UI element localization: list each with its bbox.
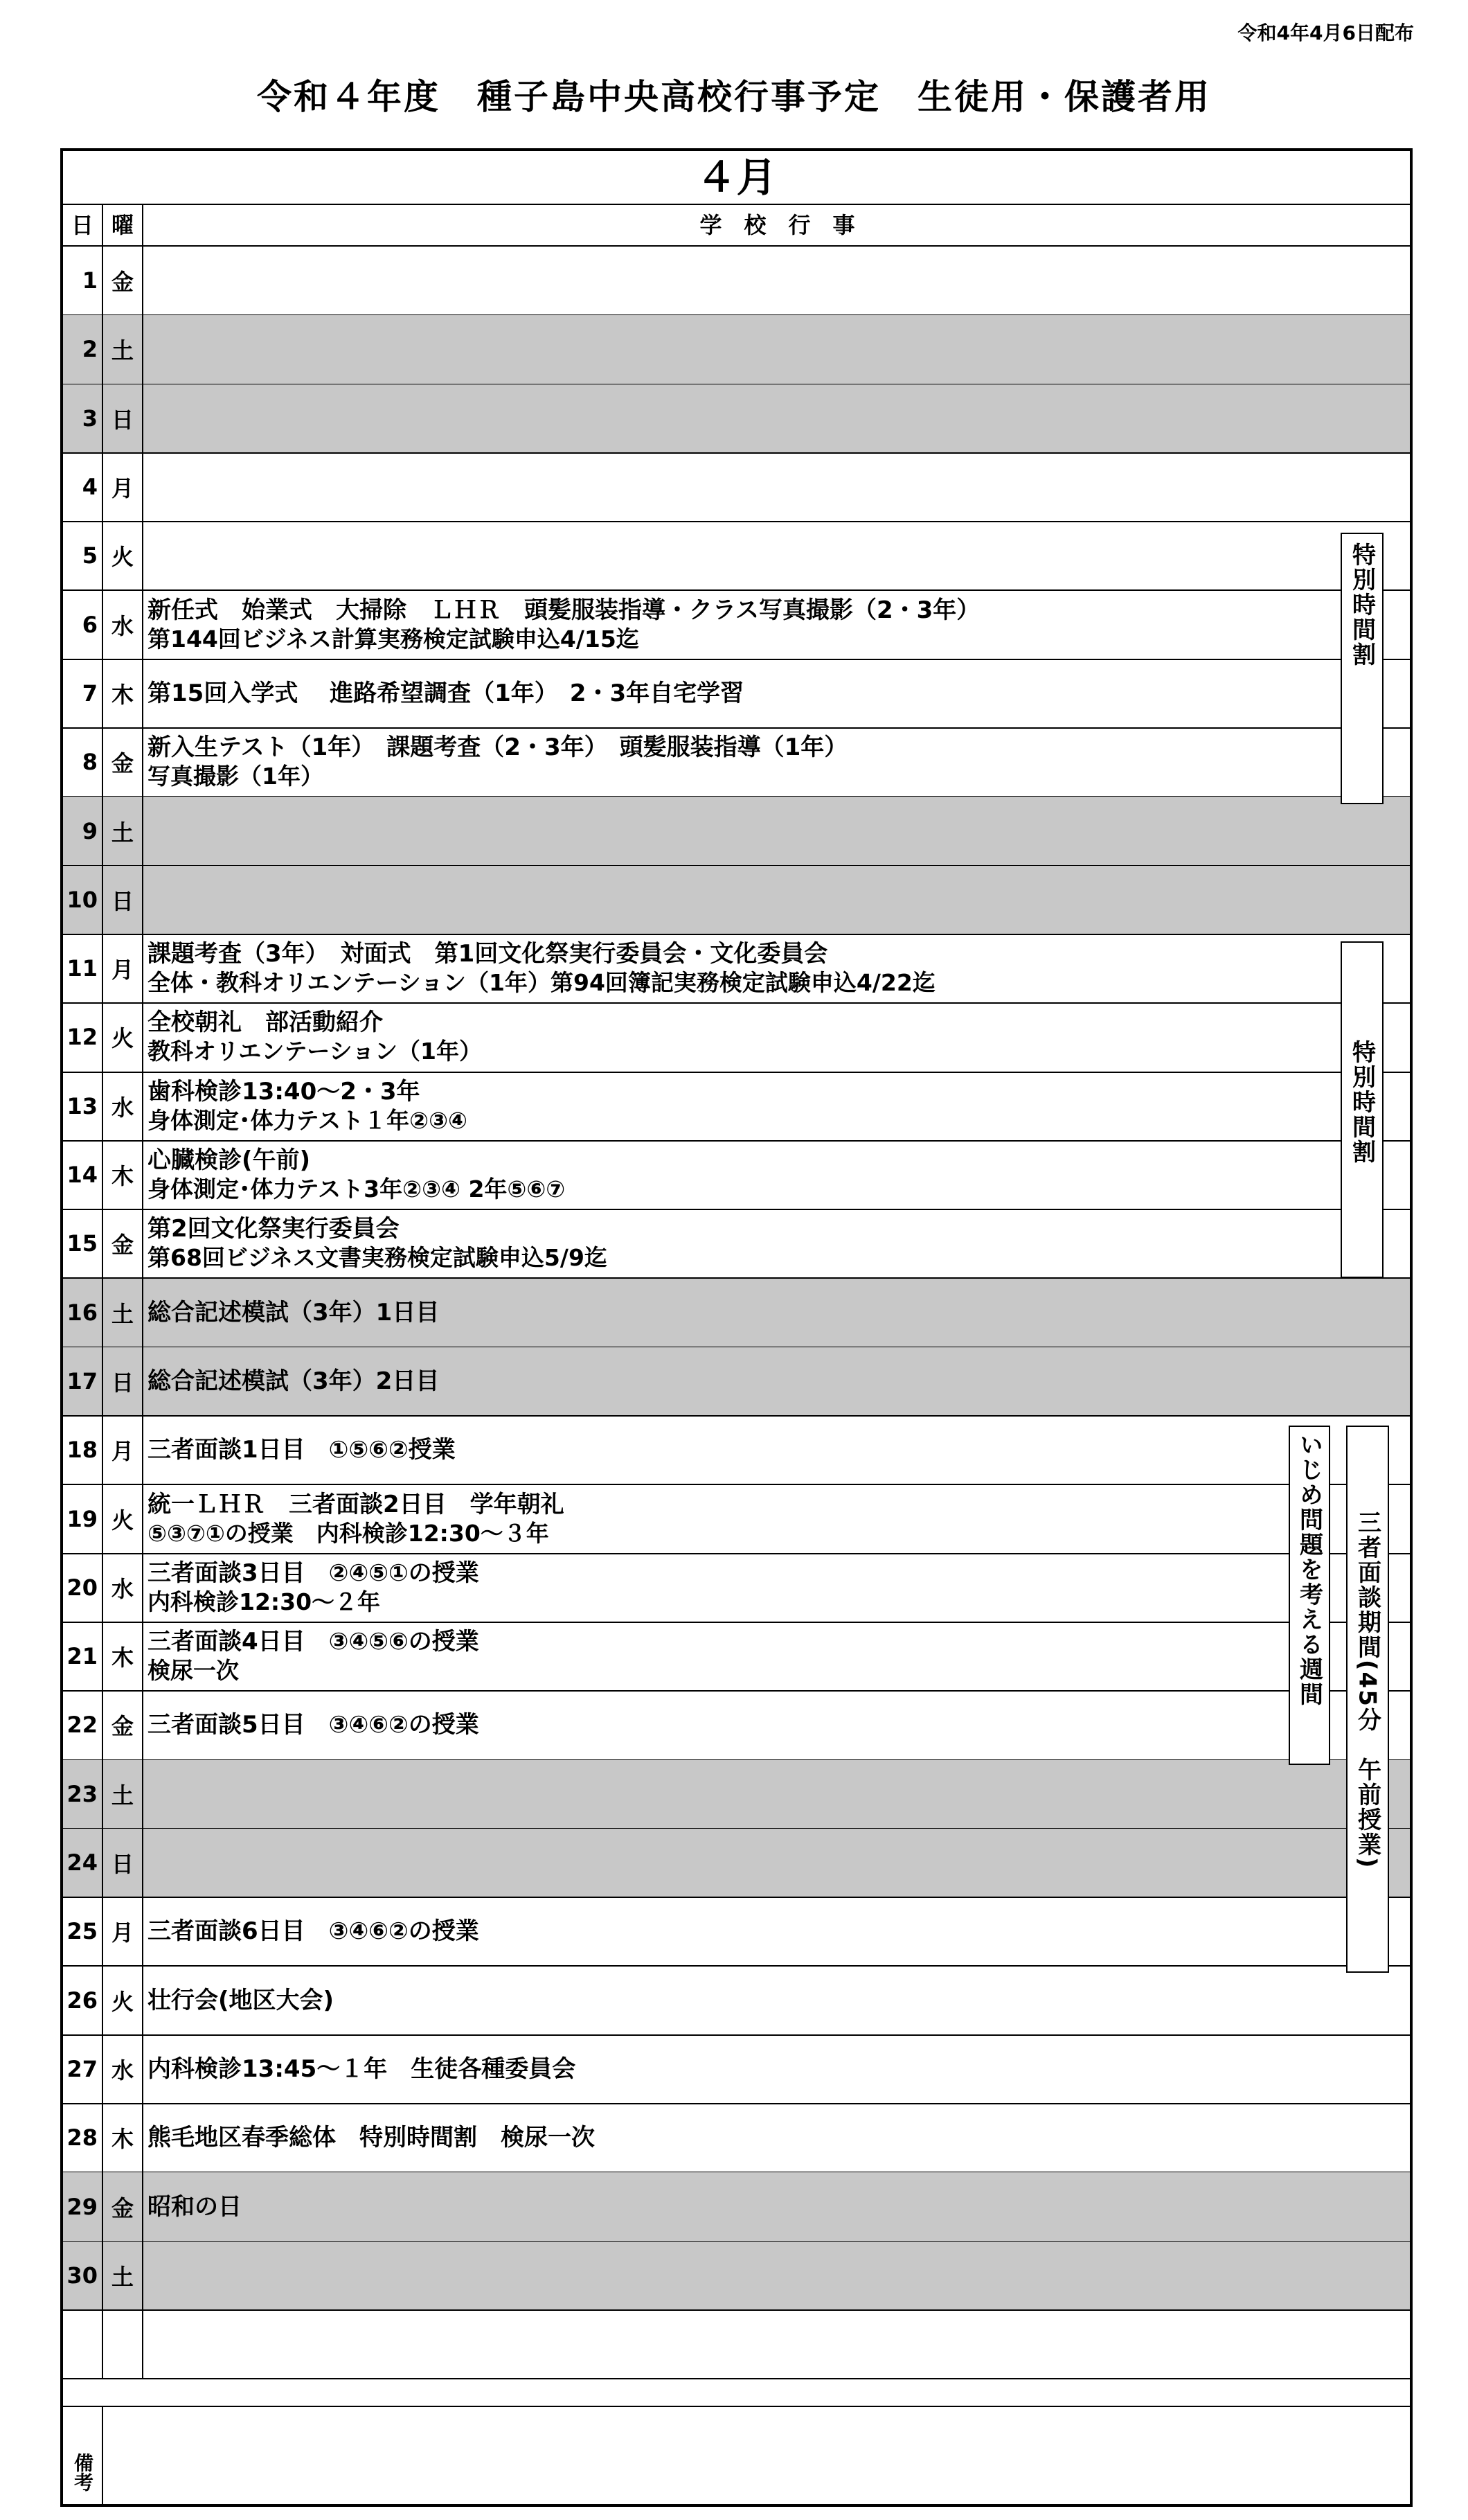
event-cell (147, 659, 744, 727)
notes-row (63, 2406, 1410, 2507)
anti-bullying-week-label: いじめ問題を考える週間 (1295, 1432, 1323, 1707)
event-cell (147, 1209, 607, 1277)
notes-label-cell (63, 2407, 103, 2507)
event-cell (147, 2035, 575, 2103)
day-row (63, 1897, 1410, 1967)
event-line-1: 三者面談5日目 ③④⑥②の授業 (147, 1711, 479, 1739)
event-line-1: 心臓検診(午前) (147, 1146, 311, 1175)
weekday: 火 (103, 1003, 143, 1071)
event-line-1: 内科検診13:45～１年 生徒各種委員会 (147, 2055, 576, 2083)
weekday: 土 (103, 315, 143, 383)
day-number: 8 (63, 728, 103, 796)
day-number: 6 (63, 591, 103, 659)
day-number: 9 (63, 797, 103, 864)
schedule-table (60, 148, 1413, 2507)
day-row (63, 1416, 1410, 1485)
event-line-1: 三者面談6日目 ③④⑥②の授業 (147, 1917, 479, 1946)
event-line-1: 歯科検診13:40～2・3年 (147, 1077, 420, 1106)
event-cell (147, 1279, 439, 1347)
day-number: 16 (63, 1279, 103, 1347)
day-row (63, 1554, 1410, 1623)
month-heading: ４月 (63, 151, 1410, 205)
day-number: 7 (63, 659, 103, 727)
event-line-1: 総合記述模試（3年）2日目 (147, 1367, 440, 1395)
event-cell (147, 1622, 479, 1690)
weekday: 日 (103, 866, 143, 934)
event-line-2: 内科検診12:30～２年 (147, 1588, 381, 1615)
day-row (63, 453, 1410, 522)
event-cell (147, 2172, 242, 2240)
special-schedule-bracket-1 (1341, 533, 1384, 804)
weekday: 日 (103, 1347, 143, 1415)
weekday: 月 (103, 1416, 143, 1484)
weekday: 土 (103, 797, 143, 864)
weekday: 月 (103, 934, 143, 1002)
day-row (63, 384, 1410, 454)
notes-label: 備考 (71, 2453, 94, 2492)
weekday: 日 (103, 1829, 143, 1897)
event-cell (147, 1003, 482, 1071)
weekday: 木 (103, 659, 143, 727)
day-row (63, 1691, 1410, 1760)
day-number: 4 (63, 453, 103, 521)
day-number (63, 2310, 103, 2378)
event-cell (147, 1967, 334, 2034)
day-number: 20 (63, 1554, 103, 1622)
weekday: 火 (103, 1967, 143, 2034)
weekday (103, 2310, 143, 2378)
event-line-1: 三者面談3日目 ②④⑤①の授業 (147, 1559, 479, 1587)
day-number: 21 (63, 1622, 103, 1690)
day-row (63, 1967, 1410, 2036)
event-line-1: 昭和の日 (147, 2192, 242, 2221)
weekday: 金 (103, 2172, 143, 2240)
day-row (63, 1760, 1410, 1829)
event-line-1: 課題考査（3年） 対面式 第1回文化祭実行委員会・文化委員会 (147, 940, 828, 968)
event-cell (147, 1691, 479, 1759)
day-row (63, 315, 1410, 384)
event-line-1: 三者面談4日目 ③④⑤⑥の授業 (147, 1628, 479, 1656)
event-line-2: 検尿一次 (147, 1657, 239, 1685)
day-row (63, 1829, 1410, 1898)
day-row (63, 247, 1410, 316)
weekday: 木 (103, 1622, 143, 1690)
weekday: 水 (103, 1072, 143, 1140)
event-cell (147, 591, 980, 659)
header-events: 学 校 行 事 (699, 212, 855, 238)
day-row (63, 934, 1410, 1004)
event-line-2: 第144回ビジネス計算実務検定試験申込4/15迄 (147, 625, 639, 653)
day-number: 2 (63, 315, 103, 383)
event-cell (147, 2104, 595, 2172)
event-line-2: 第68回ビジネス文書実務検定試験申込5/9迄 (147, 1244, 607, 1272)
weekday: 火 (103, 522, 143, 589)
event-line-2: ⑤③⑦①の授業 内科検診12:30～３年 (147, 1519, 549, 1547)
special-schedule-label-1: 特別時間割 (1348, 542, 1376, 667)
weekday: 水 (103, 2035, 143, 2103)
day-row (63, 797, 1410, 866)
weekday: 土 (103, 2242, 143, 2309)
day-row (63, 1484, 1410, 1554)
event-cell (147, 1554, 479, 1622)
event-line-1: 全校朝礼 部活動紹介 (147, 1009, 383, 1037)
day-number: 28 (63, 2104, 103, 2172)
weekday: 日 (103, 384, 143, 452)
event-line-2: 全体・教科オリエンテーション（1年）第94回簿記実務検定試験申込4/22迄 (147, 969, 936, 997)
day-row (63, 1141, 1410, 1210)
event-line-1: 新入生テスト（1年） 課題考査（2・3年） 頭髪服装指導（1年） (147, 734, 848, 762)
weekday: 木 (103, 1141, 143, 1209)
event-line-2: 教科オリエンテーション（1年） (147, 1038, 482, 1065)
weekday: 火 (103, 1484, 143, 1552)
special-schedule-bracket-2 (1341, 941, 1384, 1278)
event-line-2: 身体測定･体力テスト１年②③④ (147, 1106, 468, 1134)
day-row (63, 2035, 1410, 2104)
event-cell (147, 1072, 467, 1140)
day-row (63, 1209, 1410, 1279)
day-number: 15 (63, 1209, 103, 1277)
weekday: 金 (103, 247, 143, 314)
event-line-1: 新任式 始業式 大掃除 ＬＨＲ 頭髪服装指導・クラス写真撮影（2・3年） (147, 596, 981, 624)
issue-date: 令和4年4月6日配布 (1237, 21, 1414, 44)
day-row (63, 728, 1410, 797)
event-cell (147, 728, 848, 796)
day-row (63, 2172, 1410, 2242)
day-row (63, 866, 1410, 935)
day-number: 18 (63, 1416, 103, 1484)
day-row (63, 659, 1410, 729)
day-number: 30 (63, 2242, 103, 2309)
parent-meeting-period-label: 三者面談期間(45分 午前授業) (1353, 1510, 1381, 1870)
event-line-1: 壮行会(地区大会) (147, 1986, 334, 2014)
event-cell (147, 1897, 479, 1965)
event-line-1: 総合記述模試（3年）1日目 (147, 1298, 440, 1326)
event-line-1: 第2回文化祭実行委員会 (147, 1215, 400, 1243)
day-row (63, 1072, 1410, 1142)
day-row (63, 1279, 1410, 1348)
weekday: 木 (103, 2104, 143, 2172)
day-row (63, 2104, 1410, 2173)
day-row (63, 2310, 1410, 2379)
day-number: 29 (63, 2172, 103, 2240)
day-number: 14 (63, 1141, 103, 1209)
weekday: 金 (103, 1209, 143, 1277)
day-row (63, 522, 1410, 591)
event-cell (147, 1141, 565, 1209)
day-number: 10 (63, 866, 103, 934)
weekday: 土 (103, 1279, 143, 1347)
page-title: 令和４年度 種子島中央高校行事予定 生徒用・保護者用 (257, 77, 1211, 117)
day-number: 26 (63, 1967, 103, 2034)
weekday: 月 (103, 1897, 143, 1965)
day-number: 1 (63, 247, 103, 314)
event-line-1: 統一ＬＨＲ 三者面談2日目 学年朝礼 (147, 1490, 564, 1518)
day-number: 22 (63, 1691, 103, 1759)
header-day: 日 (63, 205, 103, 245)
day-number: 3 (63, 384, 103, 452)
day-row (63, 1003, 1410, 1072)
event-line-1: 第15回入学式 進路希望調査（1年） 2・3年自宅学習 (147, 679, 744, 707)
day-row (63, 1622, 1410, 1692)
day-number: 25 (63, 1897, 103, 1965)
day-number: 19 (63, 1484, 103, 1552)
weekday: 金 (103, 728, 143, 796)
day-number: 11 (63, 934, 103, 1002)
day-number: 5 (63, 522, 103, 589)
event-line-2: 身体測定･体力テスト3年②③④ 2年⑤⑥⑦ (147, 1175, 566, 1203)
event-line-1: 三者面談1日目 ①⑤⑥②授業 (147, 1436, 456, 1464)
event-cell (147, 1347, 439, 1415)
event-line-1: 熊毛地区春季総体 特別時間割 検尿一次 (147, 2124, 595, 2152)
weekday: 水 (103, 591, 143, 659)
event-cell (147, 1484, 564, 1552)
parent-meeting-period-bracket (1346, 1426, 1389, 1973)
day-number: 23 (63, 1760, 103, 1828)
table-header (63, 205, 1410, 247)
weekday: 水 (103, 1554, 143, 1622)
header-weekday: 曜 (103, 205, 143, 245)
weekday: 土 (103, 1760, 143, 1828)
day-row (63, 1347, 1410, 1417)
day-number: 24 (63, 1829, 103, 1897)
day-number: 17 (63, 1347, 103, 1415)
weekday: 月 (103, 453, 143, 521)
special-schedule-label-2: 特別時間割 (1348, 1040, 1376, 1164)
event-cell (147, 934, 936, 1002)
weekday: 金 (103, 1691, 143, 1759)
anti-bullying-week-bracket (1289, 1426, 1330, 1765)
day-number: 27 (63, 2035, 103, 2103)
event-line-2: 写真撮影（1年） (147, 763, 323, 790)
day-row (63, 2242, 1410, 2311)
day-number: 13 (63, 1072, 103, 1140)
day-row (63, 591, 1410, 660)
day-number: 12 (63, 1003, 103, 1071)
event-cell (147, 1416, 456, 1484)
